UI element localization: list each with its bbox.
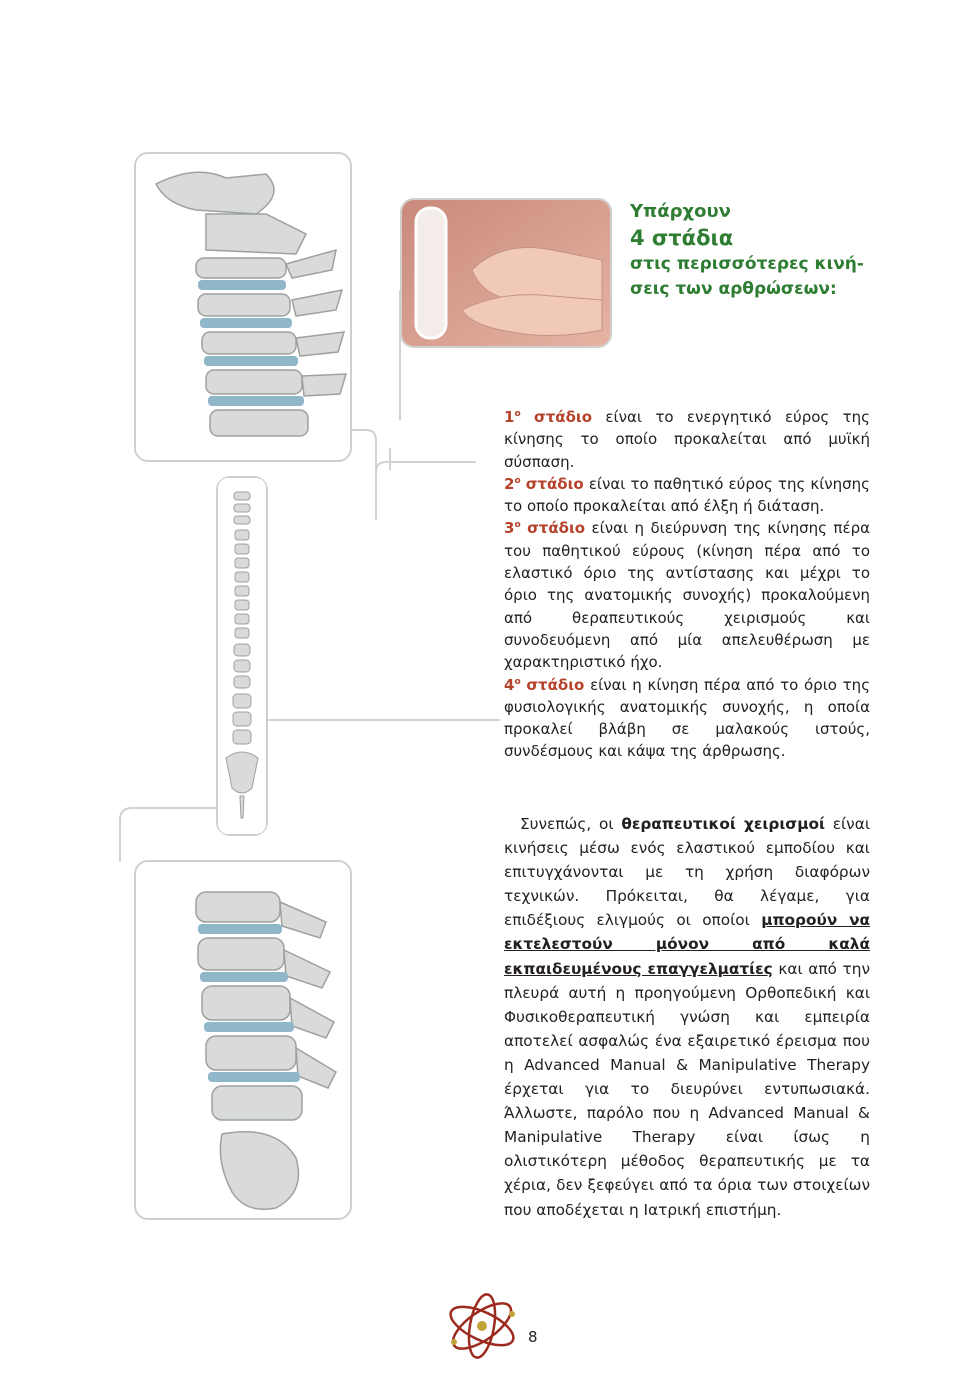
conclusion-paragraph bbox=[504, 812, 870, 1222]
stage-1 bbox=[504, 406, 870, 473]
stage-3-title: στάδιο bbox=[527, 519, 586, 538]
stage-3-number: $3^o$ bbox=[504, 519, 521, 538]
stage-4 bbox=[504, 674, 870, 763]
stage-2 bbox=[504, 473, 870, 518]
stage-3 bbox=[504, 517, 870, 673]
stages-list bbox=[504, 406, 870, 763]
conclusion-bold-term: θεραπευτικοί χειρισμοί bbox=[621, 815, 825, 833]
conclusion-text-1: Συνεπώς, οι bbox=[520, 815, 622, 833]
conclusion-text-2: είναι κινήσεις μέσω ενός ελαστικού εμποδίου και επιτυγχάνονται με τη χρήση διαφόρων τεχνικών. Πρόκειται, θα λέγαμε, για επιδέξιους ελιγμούς οι οποίοι bbox=[504, 815, 870, 930]
stage-1-text: είναι το ενεργητικό εύρος της κίνησης το οποίο προκαλείται από μυϊκή σύσπαση. bbox=[504, 408, 870, 471]
section-heading bbox=[630, 200, 930, 302]
stage-4-number: $4^o$ bbox=[504, 675, 521, 694]
stage-4-title: στάδιο bbox=[526, 675, 585, 694]
page-number: 8 bbox=[528, 1328, 538, 1346]
heading-line-1: Υπάρχουν bbox=[630, 201, 731, 222]
stage-1-number: $1^o$ bbox=[504, 408, 521, 426]
atom-logo-icon bbox=[440, 1282, 524, 1366]
stage-2-number: $2^o$ bbox=[504, 474, 521, 493]
heading-line-2: 4 στάδια bbox=[630, 226, 734, 250]
heading-line-3: στις περισσότερες κινή- bbox=[630, 254, 864, 274]
lumbar-spine-image bbox=[134, 860, 352, 1220]
cervical-spine-image bbox=[134, 152, 352, 462]
stage-3-text: είναι η διεύρυνση της κίνησης πέρα του παθητικού εύρους (κίνηση πέρα από το ελαστικό όριο της αντίστασης και μέχρι το όριο της ανατομικής συνοχής) προκαλούμενη από θεραπευτικούς χειρισμούς και συνοδευόμενη από μία απελευθέρωση με χαρακτηριστικό ήχο. bbox=[504, 519, 870, 672]
hands-massage-image bbox=[400, 198, 612, 348]
stage-1-title: στάδιο bbox=[534, 408, 593, 426]
conclusion-emphasis: μπορούν να εκτελεστούν μόνον από καλά εκπαιδευμένους επαγγελματίες bbox=[504, 911, 870, 978]
heading-line-4: σεις των αρθρώσεων: bbox=[630, 279, 837, 299]
stage-2-title: στάδιο bbox=[525, 474, 584, 493]
stage-4-text: είναι η κίνηση πέρα από το όριο της φυσιολογικής ανατομικής συνοχής, η οποία προκαλεί βλάβη σε μαλακούς ιστούς, συνδέσμους και κάψα της άρθρωσης. bbox=[504, 675, 870, 761]
full-spine-image bbox=[216, 476, 268, 836]
conclusion-text-3: και από την πλευρά αυτή η προηγούμενη Ορθοπεδική και Φυσικοθεραπευτική γνώση και εμπειρία αποτελεί ασφαλώς ένα εξαιρετικό έρεισμα που η Advanced Manual & Manipulative Therapy έρχεται για το διευρύνει εντυπωσιακά. Άλλωστε, παρόλο που η Advanced Manual & Manipulative Therapy είναι ίσως η ολιστικότερη μέθοδος θεραπευτικής με τα χέρια, δεν ξεφεύγει από τα όρια των στοιχείων που αποδέχεται η Ιατρική επιστήμη. bbox=[504, 959, 870, 1219]
stage-2-text: είναι το παθητικό εύρος της κίνησης το οποίο προκαλείται από έλξη ή διάταση. bbox=[504, 474, 870, 516]
